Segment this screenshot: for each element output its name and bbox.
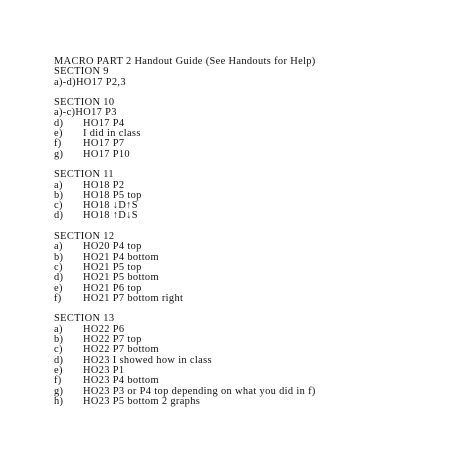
item-text: I did in class <box>83 128 141 140</box>
section-heading: SECTION 10 <box>54 97 115 109</box>
item-label: d) <box>54 210 64 222</box>
item-text: HO23 P1 <box>83 364 125 376</box>
item-label: g) <box>54 148 64 160</box>
item-label: f) <box>54 375 62 387</box>
list-item <box>54 211 444 221</box>
item-text: HO17 P3 <box>75 107 117 119</box>
item-text: HO23 P3 or P4 top depending on what you did in f) <box>83 385 316 397</box>
item-label: e) <box>54 282 63 294</box>
list-item <box>54 150 444 160</box>
item-label: e) <box>54 128 63 140</box>
section-heading: SECTION 11 <box>54 169 114 181</box>
list-item <box>54 294 444 304</box>
item-text: HO22 P7 top <box>83 334 142 346</box>
section-10 <box>54 98 444 160</box>
item-text: HO18 ↑D↓S <box>83 210 138 222</box>
item-label: b) <box>54 334 64 346</box>
item-label: a)-d) <box>54 76 76 88</box>
page-title: MACRO PART 2 Handout Guide (See Handouts for Help) <box>54 56 316 67</box>
item-label: f) <box>54 138 62 150</box>
item-label: d) <box>54 117 64 129</box>
item-label: a)-c) <box>54 107 76 119</box>
item-label: c) <box>54 261 63 273</box>
section-11 <box>54 170 444 221</box>
item-text: HO21 P5 top <box>83 261 142 273</box>
item-label: g) <box>54 385 64 397</box>
item-label: f) <box>54 292 62 304</box>
item-text: HO18 P2 <box>83 179 125 191</box>
handout-guide-page <box>54 57 444 407</box>
section-heading: SECTION 13 <box>54 313 115 325</box>
list-item <box>54 78 444 88</box>
item-label: d) <box>54 272 64 284</box>
item-text: HO18 ↓D↑S <box>83 200 138 212</box>
item-text: HO21 P5 bottom <box>83 272 159 284</box>
item-label: e) <box>54 364 63 376</box>
item-text: HO23 I showed how in class <box>83 354 212 366</box>
item-label: d) <box>54 354 64 366</box>
item-text: HO23 P5 bottom 2 graphs <box>83 395 201 407</box>
item-text: HO18 P5 top <box>83 189 142 201</box>
item-label: c) <box>54 200 63 212</box>
list-item <box>54 376 444 386</box>
section-12 <box>54 232 444 304</box>
item-label: c) <box>54 344 63 356</box>
section-heading: SECTION 12 <box>54 231 115 243</box>
list-item <box>54 397 444 407</box>
item-label: a) <box>54 241 63 253</box>
item-label: h) <box>54 395 64 407</box>
item-label: b) <box>54 251 64 263</box>
section-13 <box>54 314 444 407</box>
section-9 <box>54 67 444 88</box>
list-item <box>54 273 444 283</box>
item-text: HO21 P6 top <box>83 282 142 294</box>
item-text: HO17 P7 <box>83 138 125 150</box>
item-text: HO20 P4 top <box>83 241 142 253</box>
item-label: b) <box>54 189 64 201</box>
item-text: HO22 P6 <box>83 323 125 335</box>
item-text: HO23 P4 bottom <box>83 375 159 387</box>
item-text: HO17 P4 <box>83 117 125 129</box>
item-text: HO17 P10 <box>83 148 130 160</box>
item-text: HO21 P4 bottom <box>83 251 159 263</box>
item-text: HO17 P2,3 <box>75 76 126 88</box>
section-heading: SECTION 9 <box>54 66 109 78</box>
item-label: a) <box>54 179 63 191</box>
item-label: a) <box>54 323 63 335</box>
item-text: HO21 P7 bottom right <box>83 292 184 304</box>
item-text: HO22 P7 bottom <box>83 344 159 356</box>
